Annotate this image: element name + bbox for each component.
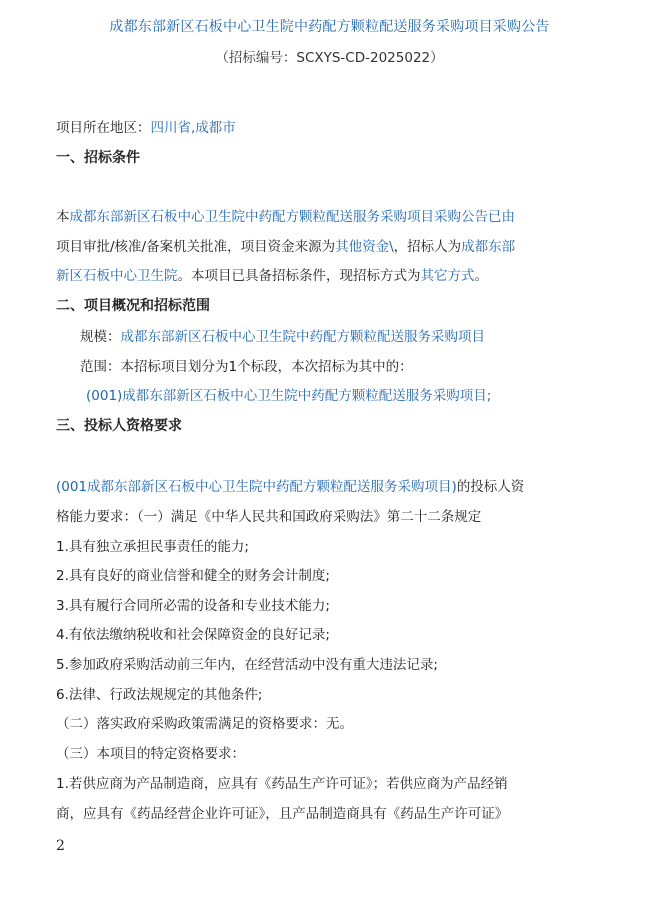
qualification-intro-2: 格能力要求：（一）满足《中华人民共和国政府采购法》第二十二条规定 [56,509,482,525]
text-span: 。 [474,268,488,284]
requirement-item: 6.法律、行政法规规定的其他条件; [56,687,263,703]
scale-value: 成都东部新区石板中心卫生院中药配方颗粒配送服务采购项目 [120,329,485,345]
section-heading-conditions: 一、招标条件 [56,150,140,166]
scale-line [80,327,485,347]
lot-reference: (001成都东部新区石板中心卫生院中药配方颗粒配送服务采购项目) [56,479,457,495]
conditions-line-2 [56,237,515,257]
requirement-item: 4.有依法缴纳税收和社会保障资金的良好记录; [56,627,330,643]
section-heading-qualification: 三、投标人资格要求 [56,418,182,434]
tender-number: （招标编号：SCXYS-CD-2025022） [215,50,444,66]
policy-requirement: （二）落实政府采购政策需满足的资格要求：无。 [56,716,353,732]
text-span: 项目审批/核准/备案机关批准，项目资金来源为 [56,239,336,255]
text-span: 。本项目已具备招标条件，现招标方式为 [177,268,421,284]
tenderer-name-part1: 成都东部 [461,239,516,255]
requirement-item: 3.具有履行合同所必需的设备和专业技术能力; [56,598,330,614]
tenderer-name-part2: 新区石板中心卫生院 [56,268,178,284]
conditions-line-1 [56,207,515,227]
project-name-link: 成都东部新区石板中心卫生院中药配方颗粒配送服务采购项目采购公告已由 [69,209,515,225]
conditions-line-3 [56,266,488,286]
requirement-item: 2.具有良好的商业信誉和健全的财务会计制度; [56,568,330,584]
region-value: 四川省,成都市 [150,120,236,136]
specific-requirement-line-1: 1.若供应商为产品制造商，应具有《药品生产许可证》；若供应商为产品经销 [56,776,508,792]
specific-requirement-heading: （三）本项目的特定资格要求： [56,746,245,762]
scope-line: 范围：本招标项目划分为1个标段，本次招标为其中的： [80,359,413,375]
region-label: 项目所在地区： [56,120,151,136]
text-span: ，招标人为 [393,239,462,255]
requirement-item: 5.参加政府采购活动前三年内，在经营活动中没有重大违法记录; [56,657,438,673]
lot-item: (001)成都东部新区石板中心卫生院中药配方颗粒配送服务采购项目; [86,388,492,404]
fund-source: 其他资金\ [335,239,394,255]
qualification-intro-1 [56,477,524,497]
scale-label: 规模： [80,329,121,345]
tender-method: 其它方式 [420,268,475,284]
section-heading-overview: 二、项目概况和招标范围 [56,298,210,314]
text-span: 本 [56,209,70,225]
page-number: 2 [56,838,65,854]
specific-requirement-line-2: 商，应具有《药品经营企业许可证》，且产品制造商具有《药品生产许可证》 [56,806,509,822]
requirement-item: 1.具有独立承担民事责任的能力; [56,539,249,555]
text-span: 的投标人资 [456,479,525,495]
document-title: 成都东部新区石板中心卫生院中药配方颗粒配送服务采购项目采购公告 [109,19,550,35]
project-region [56,118,236,138]
